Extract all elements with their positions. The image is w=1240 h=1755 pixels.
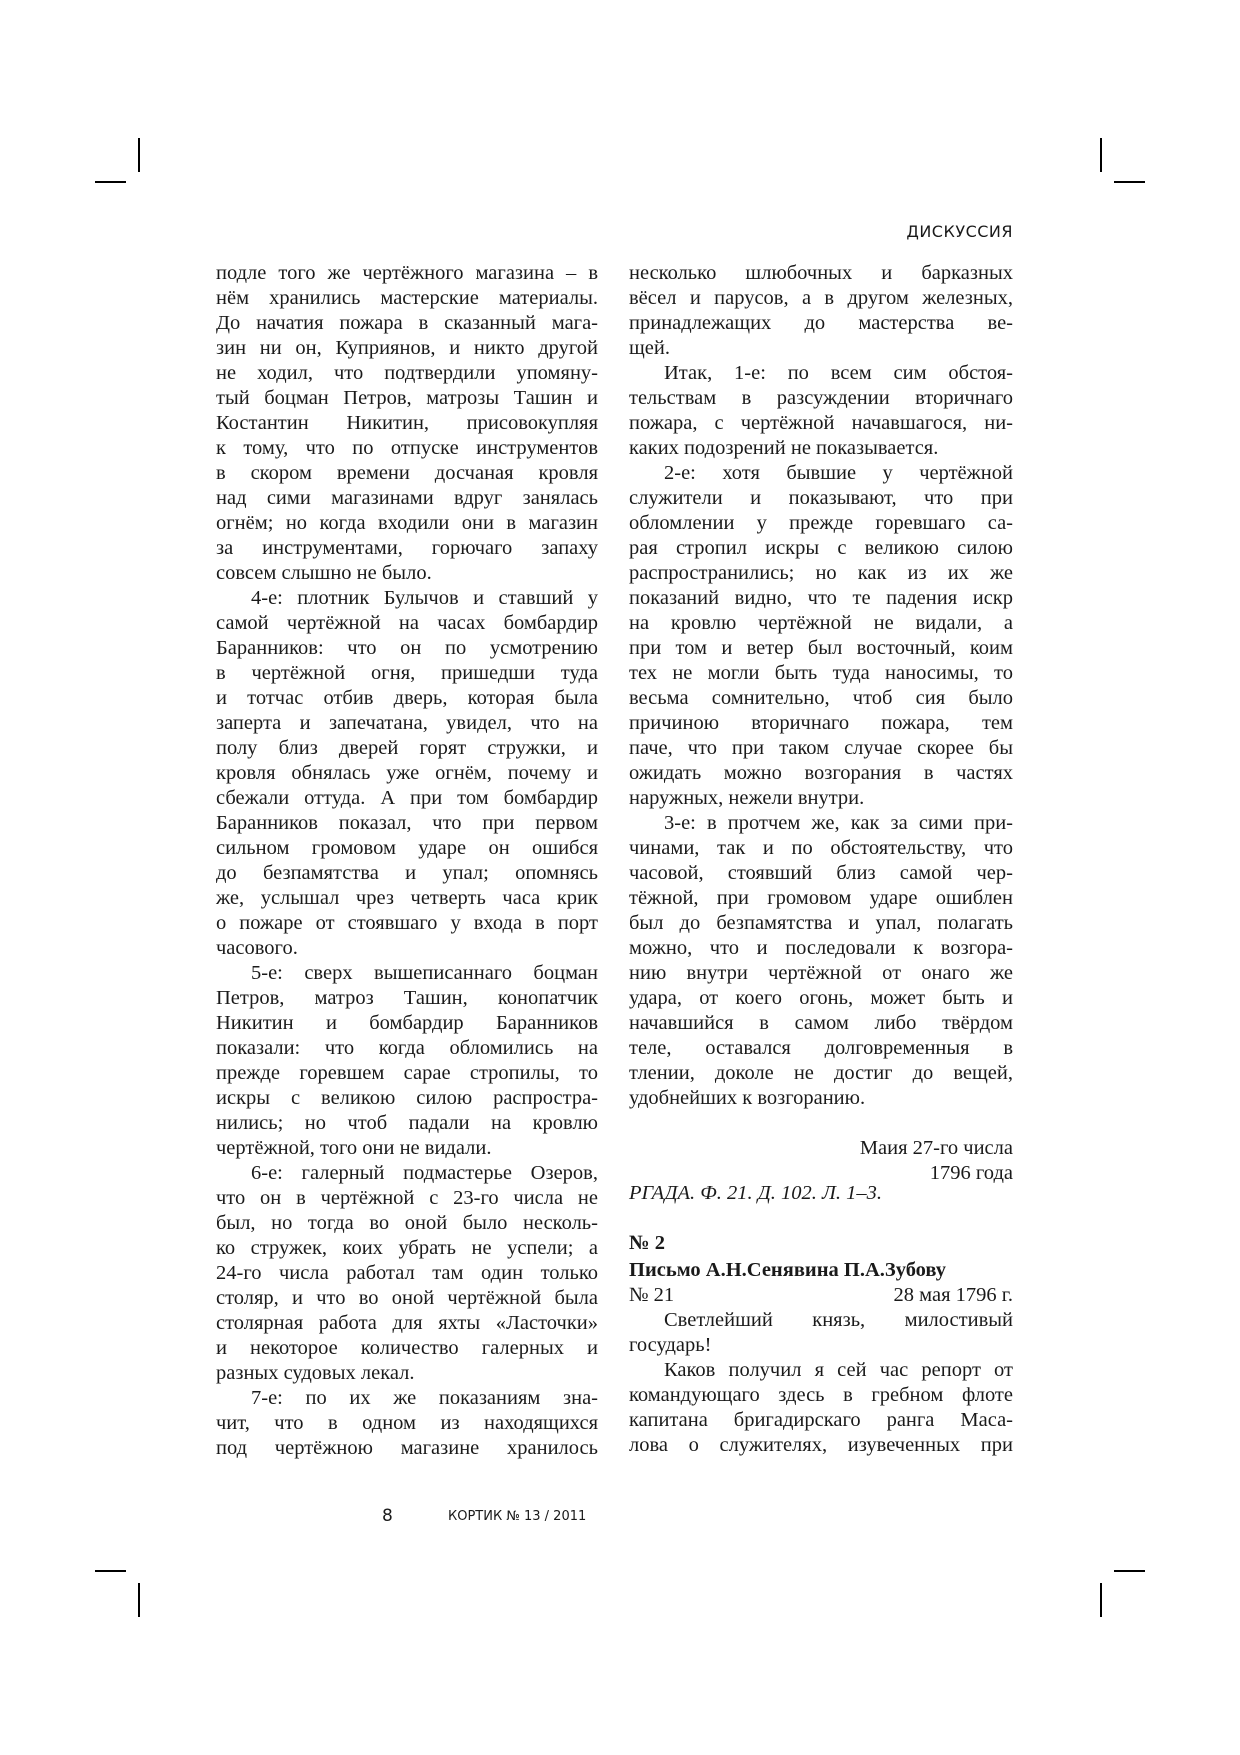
text-line: что он в чертёжной с 23-го числа не (216, 1187, 598, 1209)
text-line: не ходил, что подтвердили упомяну- (216, 362, 598, 384)
text-line: нём хранились мастерские материалы. (216, 287, 598, 309)
crop-mark (1100, 138, 1102, 172)
text-line: 7-е: по их же показаниям зна- (251, 1387, 598, 1409)
text-line: 3-е: в протчем же, как за сими при- (664, 812, 1013, 834)
text-line: столяр, и что во оной чертёжной была (216, 1287, 598, 1309)
date-block (629, 1136, 1013, 1186)
text-line: тёжной, при громовом ударе ошиблен (629, 887, 1013, 909)
text-line: несколько шлюбочных и барказных (629, 262, 1013, 284)
text-line: чит, что в одном из находящихся (216, 1412, 598, 1434)
text-line: начавшийся в самом либо твёрдом (629, 1012, 1013, 1034)
text-line: разных судовых лекал. (216, 1362, 415, 1384)
crop-mark (138, 138, 140, 172)
text-line: полу близ дверей горят стружки, и (216, 737, 598, 759)
text-line: тый боцман Петров, матрозы Ташин и (216, 387, 598, 409)
document-number: № 2 (629, 1232, 665, 1254)
text-line: капитана бригадирскаго ранга Маса- (629, 1409, 1013, 1431)
date-line: 1796 года (929, 1162, 1013, 1184)
text-line: огнём; но когда входили они в магазин (216, 512, 598, 534)
text-line: командующаго здесь в гребном флоте (629, 1384, 1013, 1406)
text-line: же, услышал чрез четверть часа крик (216, 887, 598, 909)
text-line: на кровлю чертёжной не видали, а (629, 612, 1013, 634)
text-line: Костантин Никитин, присовокупляя (216, 412, 598, 434)
left-column (216, 261, 598, 1461)
text-line: Светлейший князь, милостивый (664, 1309, 1013, 1331)
text-line: весьма сомнительно, чтоб сия было (629, 687, 1013, 709)
letter-body (629, 1308, 1013, 1458)
text-line: совсем слышно не было. (216, 562, 432, 584)
text-line: каких подозрений не показывается. (629, 437, 939, 459)
text-line: над сими магазинами вдруг занялась (216, 487, 598, 509)
page-number: 8 (382, 1506, 393, 1526)
text-line: Итак, 1-е: по всем сим обстоя- (664, 362, 1013, 384)
text-line: паче, что при таком случае скорее бы (629, 737, 1013, 759)
text-line: был до безпамятства и упал, полагать (629, 912, 1013, 934)
archive-source: РГАДА. Ф. 21. Д. 102. Л. 1–3. (629, 1182, 883, 1204)
crop-mark (1100, 1583, 1102, 1617)
text-line: 4-е: плотник Булычов и ставший у (251, 587, 598, 609)
text-line: зин ни он, Куприянов, и никто другой (216, 337, 598, 359)
text-line: тлении, доколе не достиг до вещей, (629, 1062, 1013, 1084)
text-line: пожара, с чертёжной начавшагося, ни- (629, 412, 1013, 434)
text-line: рая стропил искры с великою силою (629, 537, 1013, 559)
text-line: часового. (216, 937, 298, 959)
text-line: Никитин и бомбардир Баранников (216, 1012, 598, 1034)
text-line: вёсел и парусов, а в другом железных, (629, 287, 1013, 309)
crop-mark (1114, 1570, 1145, 1572)
letter-block (629, 1258, 1013, 1458)
text-line: 24-го числа работал там один только (216, 1262, 598, 1284)
text-line: обломлении у прежде горевшаго са- (629, 512, 1013, 534)
text-line: принадлежащих до мастерства ве- (629, 312, 1013, 334)
text-line: 5-е: сверх вышеписаннаго боцман (251, 962, 598, 984)
text-line: под чертёжною магазине хранилось (216, 1437, 598, 1459)
crop-mark (95, 1570, 126, 1572)
text-line: за инструментами, горючаго запаху (216, 537, 598, 559)
text-line: подле того же чертёжного магазина – в (216, 262, 598, 284)
text-line: столярная работа для яхты «Ласточки» (216, 1312, 598, 1334)
text-line: наружных, нежели внутри. (629, 787, 865, 809)
letter-date: 28 мая 1796 г. (893, 1284, 1013, 1306)
text-line: служители и показывают, что при (629, 487, 1013, 509)
letter-meta (629, 1283, 1013, 1308)
text-line: в чертёжной огня, пришедши туда (216, 662, 598, 684)
text-line: о пожаре от стоявшаго у входа в порт (216, 912, 598, 934)
text-line: распространились; но как из их же (629, 562, 1013, 584)
text-line: 2-е: хотя бывшие у чертёжной (664, 462, 1013, 484)
text-line: и некоторое количество галерных и (216, 1337, 598, 1359)
text-line: и тотчас отбив дверь, которая была (216, 687, 598, 709)
text-line: показали: что когда обломились на (216, 1037, 598, 1059)
text-line: Баранников показал, что при первом (216, 812, 598, 834)
text-line: нию внутри чертёжной от онаго же (629, 962, 1013, 984)
text-line: заперта и запечатана, увидел, что на (216, 712, 598, 734)
text-line: тельствам в разсуждении вторичнаго (629, 387, 1013, 409)
text-line: самой чертёжной на часах бомбардир (216, 612, 598, 634)
text-line: государь! (629, 1334, 712, 1356)
text-line: можно, что и последовали к возгора- (629, 937, 1013, 959)
text-line: искры с великою силою распростра- (216, 1087, 598, 1109)
document-title: Письмо А.Н.Сенявина П.А.Зубову (629, 1259, 947, 1281)
text-line: причиною вторичнаго пожара, тем (629, 712, 1013, 734)
crop-mark (95, 181, 126, 183)
crop-mark (1114, 181, 1145, 183)
right-column (629, 261, 1013, 1111)
text-line: часовой, стоявший близ самой чер- (629, 862, 1013, 884)
crop-mark (138, 1583, 140, 1617)
text-line: показаний видно, что те падения искр (629, 587, 1013, 609)
journal-issue: КОРТИК № 13 / 2011 (448, 1509, 587, 1524)
text-line: тех не могли быть туда наносимы, то (629, 662, 1013, 684)
text-line: при том и ветер был восточный, коим (629, 637, 1013, 659)
section-header: ДИСКУССИЯ (906, 222, 1013, 241)
date-line: Маия 27-го числа (859, 1137, 1013, 1159)
text-line: 6-е: галерный подмастерье Озеров, (251, 1162, 598, 1184)
text-line: сбежали оттуда. А при том бомбардир (216, 787, 598, 809)
text-line: кровля обнялась уже огнём, почему и (216, 762, 598, 784)
text-line: к тому, что по отпуске инструментов (216, 437, 598, 459)
text-line: удара, от коего огонь, может быть и (629, 987, 1013, 1009)
text-line: прежде горевшем сарае стропилы, то (216, 1062, 598, 1084)
text-line: удобнейших к возгоранию. (629, 1087, 866, 1109)
text-line: теле, оставался долговременныя в (629, 1037, 1013, 1059)
text-line: Петров, матроз Ташин, конопатчик (216, 987, 598, 1009)
text-line: ожидать можно возгорания в частях (629, 762, 1013, 784)
letter-number: № 21 (629, 1284, 675, 1306)
text-line: до безпамятства и упал; опомнясь (216, 862, 598, 884)
text-line: нились; но чтоб падали на кровлю (216, 1112, 598, 1134)
text-line: Каков получил я сей час репорт от (664, 1359, 1013, 1381)
text-line: был, но тогда во оной было несколь- (216, 1212, 598, 1234)
text-line: в скором времени досчаная кровля (216, 462, 598, 484)
text-line: чертёжной, того они не видали. (216, 1137, 492, 1159)
text-line: чинами, так и по обстоятельству, что (629, 837, 1013, 859)
text-line: сильном громовом ударе он ошибся (216, 837, 598, 859)
text-line: Баранников: что он по усмотрению (216, 637, 598, 659)
text-line: ко стружек, коих убрать не успели; а (216, 1237, 598, 1259)
text-line: До начатия пожара в сказанный мага- (216, 312, 598, 334)
text-line: щей. (629, 337, 670, 359)
text-line: лова о служителях, изувеченных при (629, 1434, 1013, 1456)
